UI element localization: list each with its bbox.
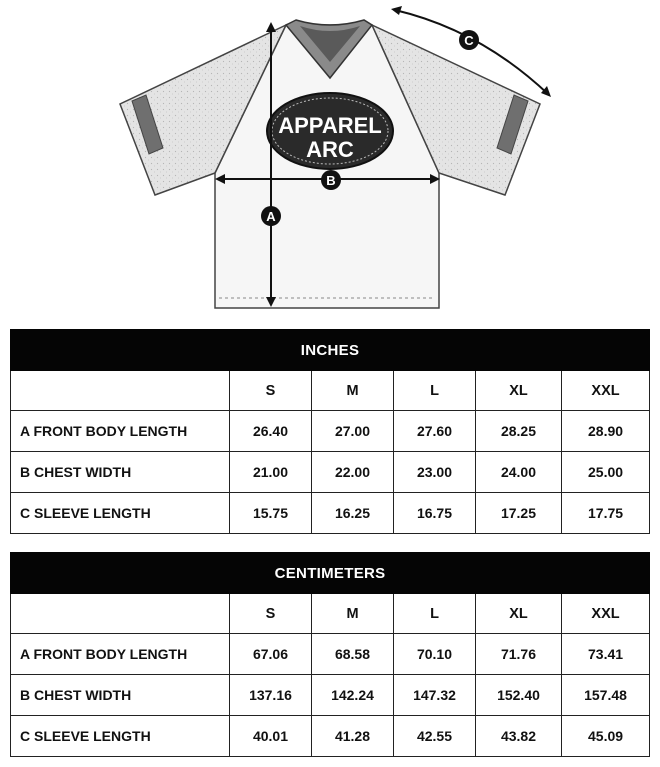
value-cell: 68.58 (312, 634, 394, 675)
value-cell: 157.48 (562, 675, 650, 716)
value-cell: 24.00 (476, 452, 562, 493)
value-cell: 28.25 (476, 411, 562, 452)
size-header-row (11, 594, 650, 634)
table-row (11, 716, 650, 757)
row-label: B CHEST WIDTH (11, 675, 230, 716)
size-header-xl: XL (476, 594, 562, 634)
value-cell: 43.82 (476, 716, 562, 757)
value-cell: 142.24 (312, 675, 394, 716)
value-cell: 27.00 (312, 411, 394, 452)
row-label: C SLEEVE LENGTH (11, 493, 230, 534)
row-label: A FRONT BODY LENGTH (11, 411, 230, 452)
value-cell: 16.25 (312, 493, 394, 534)
size-table-inches (10, 329, 650, 534)
table-title: CENTIMETERS (11, 553, 650, 594)
value-cell: 28.90 (562, 411, 650, 452)
value-cell: 152.40 (476, 675, 562, 716)
size-header-row (11, 371, 650, 411)
table-row (11, 411, 650, 452)
value-cell: 40.01 (230, 716, 312, 757)
size-header-xl: XL (476, 371, 562, 411)
table-row (11, 634, 650, 675)
size-header-s: S (230, 594, 312, 634)
value-cell: 17.25 (476, 493, 562, 534)
row-label: A FRONT BODY LENGTH (11, 634, 230, 675)
size-header-m: M (312, 594, 394, 634)
value-cell: 27.60 (394, 411, 476, 452)
value-cell: 16.75 (394, 493, 476, 534)
value-cell: 41.28 (312, 716, 394, 757)
value-cell: 67.06 (230, 634, 312, 675)
value-cell: 70.10 (394, 634, 476, 675)
table-title: INCHES (11, 330, 650, 371)
brand-logo (267, 93, 393, 169)
size-header-s: S (230, 371, 312, 411)
table-row (11, 452, 650, 493)
value-cell: 71.76 (476, 634, 562, 675)
value-cell: 21.00 (230, 452, 312, 493)
value-cell: 73.41 (562, 634, 650, 675)
value-cell: 17.75 (562, 493, 650, 534)
header-blank-cell (11, 594, 230, 634)
size-header-xxl: XXL (562, 371, 650, 411)
table-row (11, 493, 650, 534)
size-table-centimeters (10, 552, 650, 757)
jersey-diagram (0, 0, 660, 320)
marker-b-label: B (326, 173, 336, 188)
value-cell: 26.40 (230, 411, 312, 452)
brand-logo-line2: ARC (306, 137, 354, 162)
marker-c-label: C (464, 33, 474, 48)
value-cell: 45.09 (562, 716, 650, 757)
brand-logo-line1: APPAREL (278, 113, 382, 138)
row-label: C SLEEVE LENGTH (11, 716, 230, 757)
size-header-l: L (394, 371, 476, 411)
value-cell: 137.16 (230, 675, 312, 716)
size-header-xxl: XXL (562, 594, 650, 634)
value-cell: 23.00 (394, 452, 476, 493)
value-cell: 147.32 (394, 675, 476, 716)
size-header-l: L (394, 594, 476, 634)
table-row (11, 675, 650, 716)
header-blank-cell (11, 371, 230, 411)
row-label: B CHEST WIDTH (11, 452, 230, 493)
value-cell: 42.55 (394, 716, 476, 757)
size-header-m: M (312, 371, 394, 411)
value-cell: 15.75 (230, 493, 312, 534)
value-cell: 25.00 (562, 452, 650, 493)
marker-a-label: A (266, 209, 276, 224)
value-cell: 22.00 (312, 452, 394, 493)
